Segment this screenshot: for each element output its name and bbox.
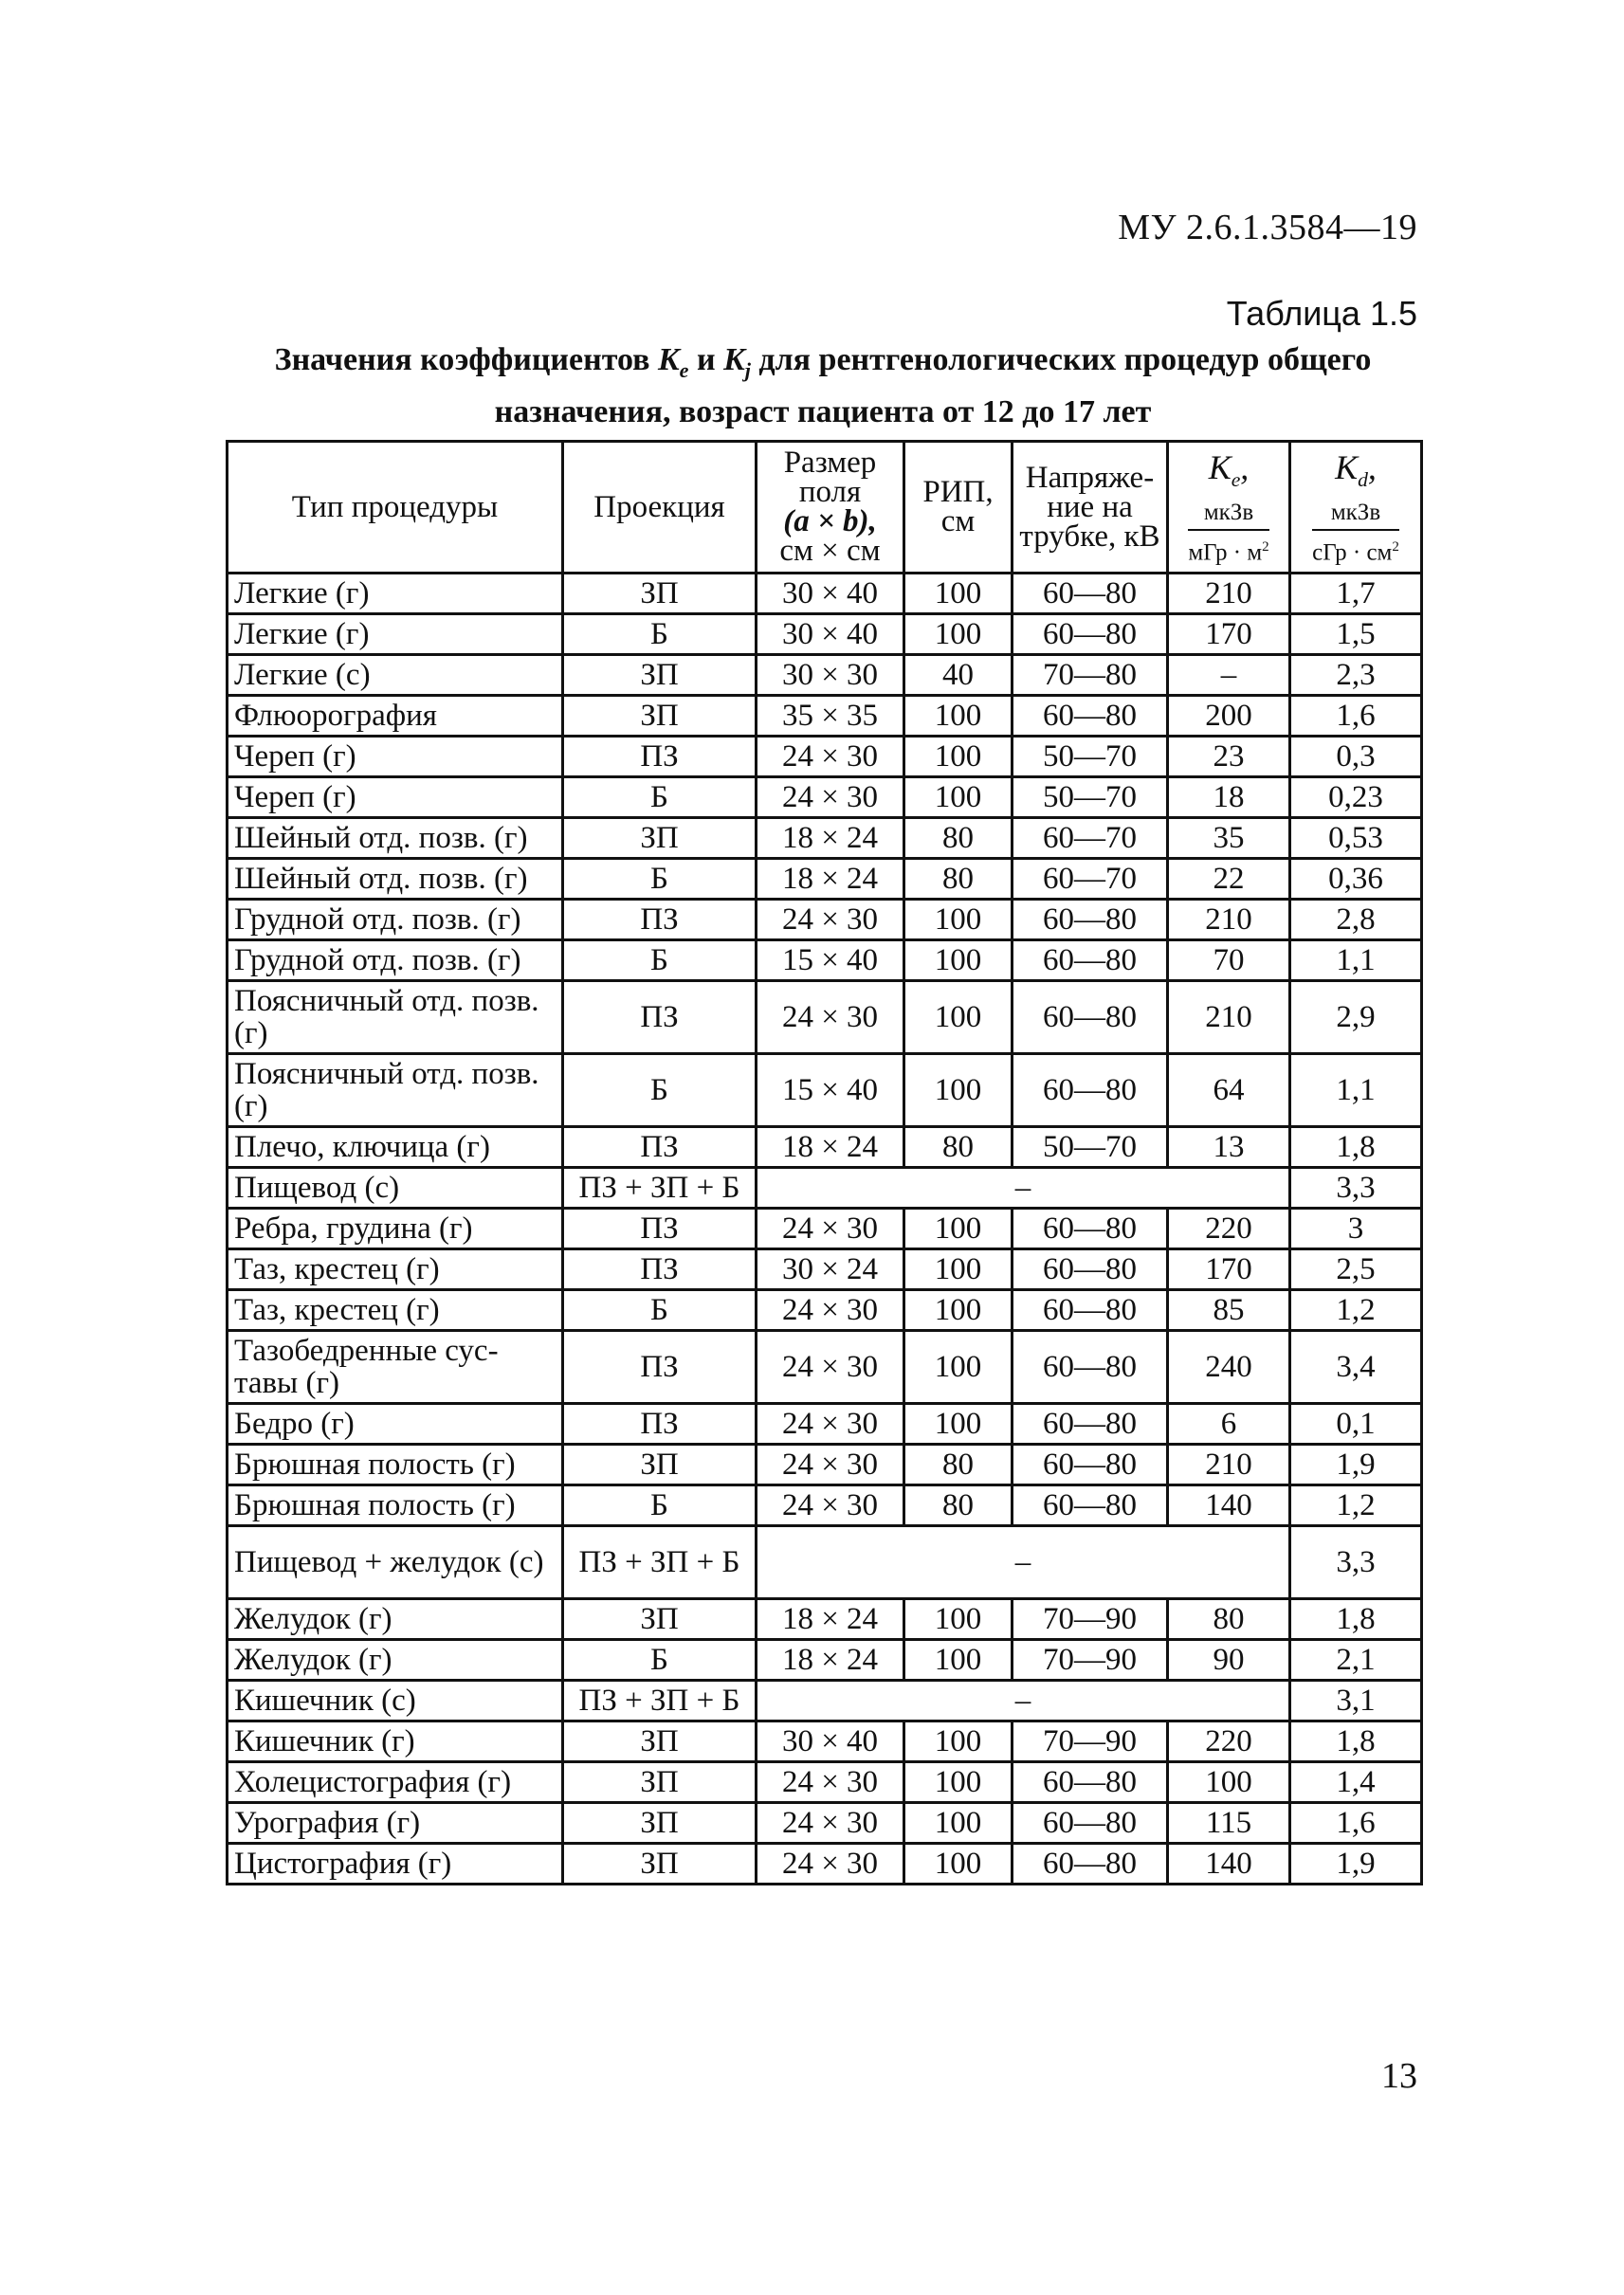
cell-procedure: Череп (г) <box>228 737 563 777</box>
cell-merged-dash: – <box>757 1168 1290 1209</box>
cell-procedure: Шейный отд. позв. (г) <box>228 859 563 900</box>
cell-voltage: 60—80 <box>1013 1445 1168 1485</box>
cell-kd: 1,1 <box>1290 1054 1422 1127</box>
field-size-label: Размер поля <box>783 446 877 509</box>
cell-ke: 90 <box>1168 1640 1290 1681</box>
cell-procedure: Таз, крестец (г) <box>228 1290 563 1331</box>
cell-ke: 80 <box>1168 1599 1290 1640</box>
cell-field-size: 24 × 30 <box>757 1209 904 1249</box>
table-row <box>228 1404 1422 1445</box>
cell-ke: 70 <box>1168 940 1290 981</box>
cell-voltage: 60—80 <box>1013 696 1168 737</box>
cell-field-size: 24 × 30 <box>757 1762 904 1803</box>
cell-rip: 100 <box>904 1844 1013 1885</box>
cell-projection: Б <box>563 940 757 981</box>
table-row <box>228 1681 1422 1721</box>
ke-subscript: e <box>679 357 689 382</box>
cell-voltage: 60—70 <box>1013 818 1168 859</box>
cell-projection: ПЗ + ЗП + Б <box>563 1681 757 1721</box>
coefficients-table <box>226 440 1423 1885</box>
table-row <box>228 981 1422 1054</box>
table-row <box>228 940 1422 981</box>
cell-kd: 1,9 <box>1290 1844 1422 1885</box>
cell-procedure: Поясничный отд. позв. (г) <box>228 981 563 1054</box>
ke-header-sub: e <box>1231 468 1241 492</box>
cell-field-size: 30 × 24 <box>757 1249 904 1290</box>
cell-rip: 80 <box>904 859 1013 900</box>
cell-projection: Б <box>563 1485 757 1526</box>
table-label: Таблица 1.5 <box>1226 294 1417 333</box>
col-header-kd <box>1290 442 1422 574</box>
cell-voltage: 50—70 <box>1013 777 1168 818</box>
cell-procedure: Пищевод + желудок (с) <box>228 1526 563 1599</box>
cell-rip: 100 <box>904 1599 1013 1640</box>
cell-kd: 2,9 <box>1290 981 1422 1054</box>
cell-voltage: 50—70 <box>1013 1127 1168 1168</box>
table-row <box>228 1762 1422 1803</box>
cell-ke: 85 <box>1168 1290 1290 1331</box>
cell-procedure: Легкие (г) <box>228 574 563 614</box>
cell-projection: ЗП <box>563 1844 757 1885</box>
cell-rip: 100 <box>904 1209 1013 1249</box>
cell-ke: 170 <box>1168 1249 1290 1290</box>
cell-voltage: 70—90 <box>1013 1599 1168 1640</box>
cell-rip: 100 <box>904 981 1013 1054</box>
cell-projection: ЗП <box>563 696 757 737</box>
kd-header-sub: d <box>1358 468 1368 492</box>
cell-projection: ПЗ + ЗП + Б <box>563 1168 757 1209</box>
cell-projection: ПЗ <box>563 737 757 777</box>
cell-ke: 200 <box>1168 696 1290 737</box>
cell-ke: – <box>1168 655 1290 696</box>
cell-projection: ПЗ <box>563 1127 757 1168</box>
cell-rip: 40 <box>904 655 1013 696</box>
table-body <box>228 574 1422 1885</box>
cell-rip: 100 <box>904 1721 1013 1762</box>
cell-rip: 100 <box>904 1331 1013 1404</box>
cell-field-size: 30 × 40 <box>757 574 904 614</box>
cell-kd: 0,23 <box>1290 777 1422 818</box>
cell-voltage: 60—80 <box>1013 1803 1168 1844</box>
cell-procedure: Брюшная полость (г) <box>228 1485 563 1526</box>
cell-projection: ЗП <box>563 1599 757 1640</box>
cell-rip: 100 <box>904 1762 1013 1803</box>
table-row <box>228 777 1422 818</box>
table-row <box>228 1721 1422 1762</box>
cell-voltage: 50—70 <box>1013 737 1168 777</box>
cell-kd: 3,3 <box>1290 1526 1422 1599</box>
cell-voltage: 60—80 <box>1013 1249 1168 1290</box>
cell-ke: 210 <box>1168 1445 1290 1485</box>
document-code: МУ 2.6.1.3584—19 <box>1118 208 1417 247</box>
cell-kd: 1,6 <box>1290 696 1422 737</box>
cell-kd: 1,5 <box>1290 614 1422 655</box>
cell-voltage: 60—80 <box>1013 614 1168 655</box>
table-row <box>228 574 1422 614</box>
cell-kd: 1,7 <box>1290 574 1422 614</box>
cell-voltage: 60—80 <box>1013 1331 1168 1404</box>
kj-subscript: j <box>744 357 751 382</box>
table-caption <box>226 339 1420 433</box>
cell-field-size: 18 × 24 <box>757 818 904 859</box>
cell-field-size: 24 × 30 <box>757 777 904 818</box>
cell-procedure: Холецистография (г) <box>228 1762 563 1803</box>
cell-rip: 80 <box>904 818 1013 859</box>
cell-kd: 0,1 <box>1290 1404 1422 1445</box>
cell-kd: 3,3 <box>1290 1168 1422 1209</box>
cell-ke: 220 <box>1168 1721 1290 1762</box>
col-header-procedure: Тип процедуры <box>228 442 563 574</box>
cell-rip: 100 <box>904 614 1013 655</box>
cell-ke: 220 <box>1168 1209 1290 1249</box>
cell-voltage: 60—80 <box>1013 981 1168 1054</box>
cell-voltage: 60—70 <box>1013 859 1168 900</box>
kd-unit-numerator: мкЗв <box>1312 499 1399 531</box>
cell-ke: 22 <box>1168 859 1290 900</box>
cell-ke: 140 <box>1168 1844 1290 1885</box>
table-row <box>228 818 1422 859</box>
cell-procedure: Брюшная полость (г) <box>228 1445 563 1485</box>
table-row <box>228 696 1422 737</box>
cell-procedure: Тазобедренные сус-тавы (г) <box>228 1331 563 1404</box>
col-header-ke <box>1168 442 1290 574</box>
cell-procedure: Цистография (г) <box>228 1844 563 1885</box>
cell-field-size: 24 × 30 <box>757 1404 904 1445</box>
cell-kd: 3,1 <box>1290 1681 1422 1721</box>
cell-rip: 100 <box>904 900 1013 940</box>
cell-field-size: 24 × 30 <box>757 1445 904 1485</box>
cell-procedure: Грудной отд. позв. (г) <box>228 900 563 940</box>
cell-voltage: 70—90 <box>1013 1640 1168 1681</box>
table-row <box>228 859 1422 900</box>
cell-procedure: Шейный отд. позв. (г) <box>228 818 563 859</box>
field-size-unit: см × см <box>779 534 881 568</box>
cell-ke: 170 <box>1168 614 1290 655</box>
kd-unit-denominator: сГр · см <box>1312 539 1393 566</box>
cell-projection: ПЗ <box>563 900 757 940</box>
cell-procedure: Череп (г) <box>228 777 563 818</box>
cell-field-size: 30 × 40 <box>757 614 904 655</box>
table-row <box>228 1331 1422 1404</box>
cell-rip: 100 <box>904 1803 1013 1844</box>
cell-field-size: 24 × 30 <box>757 1331 904 1404</box>
cell-procedure: Грудной отд. позв. (г) <box>228 940 563 981</box>
cell-merged-dash: – <box>757 1526 1290 1599</box>
cell-rip: 80 <box>904 1485 1013 1526</box>
cell-merged-dash: – <box>757 1681 1290 1721</box>
table-row <box>228 1445 1422 1485</box>
cell-procedure: Плечо, ключица (г) <box>228 1127 563 1168</box>
caption-text-2: для рентгенологических процедур общего назначения, возраст пациента от 12 до 17 лет <box>494 342 1372 429</box>
cell-field-size: 24 × 30 <box>757 737 904 777</box>
cell-kd: 2,3 <box>1290 655 1422 696</box>
cell-procedure: Желудок (г) <box>228 1599 563 1640</box>
cell-projection: Б <box>563 1640 757 1681</box>
cell-rip: 100 <box>904 1054 1013 1127</box>
table-row <box>228 900 1422 940</box>
cell-rip: 80 <box>904 1127 1013 1168</box>
cell-kd: 0,36 <box>1290 859 1422 900</box>
cell-kd: 1,1 <box>1290 940 1422 981</box>
cell-projection: Б <box>563 614 757 655</box>
cell-ke: 23 <box>1168 737 1290 777</box>
ke-unit-exponent: 2 <box>1262 539 1269 556</box>
cell-rip: 100 <box>904 940 1013 981</box>
col-header-projection: Проекция <box>563 442 757 574</box>
table-row <box>228 1803 1422 1844</box>
cell-projection: ПЗ + ЗП + Б <box>563 1526 757 1599</box>
cell-voltage: 60—80 <box>1013 1209 1168 1249</box>
cell-voltage: 60—80 <box>1013 1290 1168 1331</box>
cell-kd: 1,8 <box>1290 1721 1422 1762</box>
cell-procedure: Ребра, грудина (г) <box>228 1209 563 1249</box>
table-row <box>228 737 1422 777</box>
cell-procedure: Пищевод (с) <box>228 1168 563 1209</box>
table-row <box>228 1168 1422 1209</box>
ke-unit-denominator: мГр · м <box>1188 539 1263 566</box>
cell-projection: ПЗ <box>563 981 757 1054</box>
cell-field-size: 15 × 40 <box>757 940 904 981</box>
cell-kd: 2,1 <box>1290 1640 1422 1681</box>
cell-ke: 35 <box>1168 818 1290 859</box>
cell-field-size: 30 × 30 <box>757 655 904 696</box>
cell-field-size: 35 × 35 <box>757 696 904 737</box>
table-row <box>228 1209 1422 1249</box>
cell-projection: ЗП <box>563 1762 757 1803</box>
ke-unit-numerator: мкЗв <box>1188 499 1268 531</box>
cell-field-size: 24 × 30 <box>757 900 904 940</box>
cell-rip: 100 <box>904 1404 1013 1445</box>
cell-ke: 100 <box>1168 1762 1290 1803</box>
cell-rip: 100 <box>904 1249 1013 1290</box>
table-row <box>228 1054 1422 1127</box>
col-header-field-size <box>757 442 904 574</box>
cell-procedure: Легкие (с) <box>228 655 563 696</box>
cell-rip: 100 <box>904 1290 1013 1331</box>
cell-voltage: 60—80 <box>1013 1054 1168 1127</box>
cell-rip: 100 <box>904 777 1013 818</box>
page-number: 13 <box>1381 2056 1417 2096</box>
cell-projection: ЗП <box>563 655 757 696</box>
cell-ke: 13 <box>1168 1127 1290 1168</box>
cell-procedure: Таз, крестец (г) <box>228 1249 563 1290</box>
ke-symbol: K <box>657 342 680 377</box>
cell-ke: 6 <box>1168 1404 1290 1445</box>
cell-projection: ПЗ <box>563 1209 757 1249</box>
cell-kd: 3,4 <box>1290 1331 1422 1404</box>
kj-symbol: K <box>723 342 745 377</box>
cell-projection: ПЗ <box>563 1331 757 1404</box>
cell-voltage: 60—80 <box>1013 574 1168 614</box>
cell-projection: ПЗ <box>563 1249 757 1290</box>
table-row <box>228 1526 1422 1599</box>
cell-procedure: Бедро (г) <box>228 1404 563 1445</box>
kd-unit-exponent: 2 <box>1392 539 1399 556</box>
cell-voltage: 60—80 <box>1013 1485 1168 1526</box>
field-size-ab: (a × b), <box>783 504 877 538</box>
table-row <box>228 655 1422 696</box>
cell-voltage: 60—80 <box>1013 940 1168 981</box>
table-row <box>228 1599 1422 1640</box>
cell-ke: 210 <box>1168 574 1290 614</box>
cell-voltage: 60—80 <box>1013 900 1168 940</box>
cell-field-size: 18 × 24 <box>757 1640 904 1681</box>
cell-voltage: 70—90 <box>1013 1721 1168 1762</box>
cell-rip: 100 <box>904 574 1013 614</box>
caption-connector: и <box>688 342 724 377</box>
caption-text-1: Значения коэффициентов <box>274 342 658 377</box>
table-row <box>228 614 1422 655</box>
cell-field-size: 24 × 30 <box>757 981 904 1054</box>
ke-header-symbol: K <box>1208 448 1232 487</box>
cell-voltage: 70—80 <box>1013 655 1168 696</box>
cell-rip: 100 <box>904 696 1013 737</box>
cell-projection: Б <box>563 1290 757 1331</box>
cell-projection: ЗП <box>563 574 757 614</box>
table-row <box>228 1844 1422 1885</box>
cell-rip: 80 <box>904 1445 1013 1485</box>
cell-kd: 3 <box>1290 1209 1422 1249</box>
table-row <box>228 1127 1422 1168</box>
cell-ke: 210 <box>1168 981 1290 1054</box>
cell-kd: 1,8 <box>1290 1127 1422 1168</box>
cell-kd: 0,3 <box>1290 737 1422 777</box>
cell-ke: 210 <box>1168 900 1290 940</box>
cell-projection: ЗП <box>563 1803 757 1844</box>
cell-voltage: 60—80 <box>1013 1844 1168 1885</box>
cell-field-size: 24 × 30 <box>757 1844 904 1885</box>
cell-kd: 1,2 <box>1290 1290 1422 1331</box>
col-header-voltage: Напряже-ние на трубке, кВ <box>1013 442 1168 574</box>
cell-kd: 1,8 <box>1290 1599 1422 1640</box>
table-header-row <box>228 442 1422 574</box>
kd-header-symbol: K <box>1335 448 1359 487</box>
table-row <box>228 1485 1422 1526</box>
cell-projection: Б <box>563 1054 757 1127</box>
cell-voltage: 60—80 <box>1013 1404 1168 1445</box>
cell-field-size: 24 × 30 <box>757 1803 904 1844</box>
cell-procedure: Желудок (г) <box>228 1640 563 1681</box>
cell-voltage: 60—80 <box>1013 1762 1168 1803</box>
cell-kd: 1,2 <box>1290 1485 1422 1526</box>
cell-rip: 100 <box>904 1640 1013 1681</box>
cell-field-size: 18 × 24 <box>757 1599 904 1640</box>
cell-kd: 1,6 <box>1290 1803 1422 1844</box>
table-row <box>228 1290 1422 1331</box>
cell-procedure: Урография (г) <box>228 1803 563 1844</box>
col-header-rip: РИП, см <box>904 442 1013 574</box>
cell-field-size: 30 × 40 <box>757 1721 904 1762</box>
cell-field-size: 24 × 30 <box>757 1485 904 1526</box>
kd-header-suffix: , <box>1367 448 1377 487</box>
cell-ke: 64 <box>1168 1054 1290 1127</box>
cell-procedure: Легкие (г) <box>228 614 563 655</box>
cell-kd: 2,5 <box>1290 1249 1422 1290</box>
cell-procedure: Поясничный отд. позв. (г) <box>228 1054 563 1127</box>
cell-ke: 140 <box>1168 1485 1290 1526</box>
cell-field-size: 18 × 24 <box>757 1127 904 1168</box>
table-row <box>228 1640 1422 1681</box>
table-row <box>228 1249 1422 1290</box>
cell-kd: 0,53 <box>1290 818 1422 859</box>
cell-projection: ЗП <box>563 1721 757 1762</box>
cell-projection: ЗП <box>563 1445 757 1485</box>
cell-procedure: Флюорография <box>228 696 563 737</box>
cell-ke: 18 <box>1168 777 1290 818</box>
cell-rip: 100 <box>904 737 1013 777</box>
cell-ke: 240 <box>1168 1331 1290 1404</box>
cell-projection: ПЗ <box>563 1404 757 1445</box>
cell-field-size: 24 × 30 <box>757 1290 904 1331</box>
cell-projection: Б <box>563 777 757 818</box>
cell-field-size: 18 × 24 <box>757 859 904 900</box>
cell-procedure: Кишечник (с) <box>228 1681 563 1721</box>
cell-kd: 1,4 <box>1290 1762 1422 1803</box>
cell-projection: ЗП <box>563 818 757 859</box>
cell-kd: 2,8 <box>1290 900 1422 940</box>
ke-header-suffix: , <box>1240 448 1250 487</box>
cell-procedure: Кишечник (г) <box>228 1721 563 1762</box>
cell-projection: Б <box>563 859 757 900</box>
cell-kd: 1,9 <box>1290 1445 1422 1485</box>
cell-field-size: 15 × 40 <box>757 1054 904 1127</box>
cell-ke: 115 <box>1168 1803 1290 1844</box>
